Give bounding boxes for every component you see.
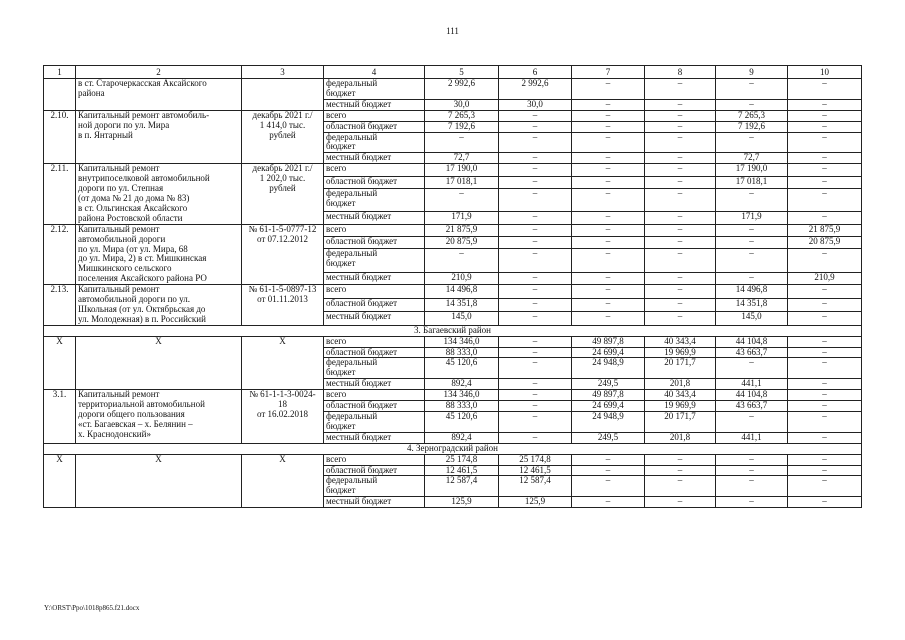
amount-cell: – (645, 188, 716, 211)
amount-cell: – (645, 285, 716, 299)
amount-cell: – (499, 432, 572, 443)
amount-cell: – (788, 379, 862, 390)
amount-cell: – (499, 164, 572, 176)
object-name-cell: X (76, 454, 242, 508)
row-number-cell: X (44, 336, 76, 390)
amount-cell: – (572, 188, 645, 211)
amount-cell: – (788, 212, 862, 224)
estimate-cell: декабрь 2021 г./ 1 202,0 тыс. рублей (242, 164, 324, 224)
amount-cell: – (788, 99, 862, 110)
funding-source-cell: всего (324, 390, 425, 401)
amount-cell: 134 346,0 (425, 390, 499, 401)
amount-cell: – (788, 476, 862, 497)
amount-cell: 145,0 (716, 312, 788, 326)
header-cell: 6 (499, 66, 572, 79)
amount-cell: – (645, 312, 716, 326)
estimate-cell: № 61-1-5-0777-12 от 07.12.2012 (242, 224, 324, 284)
funding-source-cell: областной бюджет (324, 401, 425, 412)
amount-cell: 44 104,8 (716, 390, 788, 401)
amount-cell: – (788, 401, 862, 412)
funding-source-cell: местный бюджет (324, 272, 425, 284)
amount-cell: – (645, 153, 716, 164)
amount-cell: 30,0 (425, 99, 499, 110)
funding-source-cell: федеральный бюджет (324, 476, 425, 497)
amount-cell: 14 351,8 (425, 298, 499, 312)
object-name-cell: Капитальный ремонт внутрипоселковой автомобильной дороги по ул. Степная (от дома № 21 до дома № 83) в ст. Ольгинская Аксайского района Ростовской области (76, 164, 242, 224)
amount-cell: – (788, 347, 862, 358)
funding-source-cell: областной бюджет (324, 347, 425, 358)
header-cell: 2 (76, 66, 242, 79)
amount-cell: – (716, 188, 788, 211)
amount-cell: – (572, 224, 645, 236)
row-number-cell: 3.1. (44, 390, 76, 444)
amount-cell: – (788, 110, 862, 121)
funding-source-cell: местный бюджет (324, 497, 425, 508)
funding-source-cell: местный бюджет (324, 153, 425, 164)
amount-cell: – (572, 497, 645, 508)
amount-cell: – (572, 99, 645, 110)
amount-cell: – (645, 454, 716, 465)
estimate-cell: X (242, 336, 324, 390)
amount-cell: – (572, 249, 645, 272)
amount-cell: – (645, 79, 716, 100)
table-row (44, 454, 862, 465)
object-name-cell: Капитальный ремонт территориальной автомобильной дороги общего пользования «ст. Багаевская – х. Белянин – х. Краснодонский» (76, 390, 242, 444)
funding-source-cell: областной бюджет (324, 121, 425, 132)
funding-source-cell: всего (324, 224, 425, 236)
header-cell: 5 (425, 66, 499, 79)
section-row (44, 443, 862, 454)
amount-cell: – (788, 121, 862, 132)
amount-cell: – (716, 224, 788, 236)
amount-cell: – (788, 249, 862, 272)
amount-cell: 49 897,8 (572, 390, 645, 401)
amount-cell: 171,9 (716, 212, 788, 224)
amount-cell: 2 992,6 (499, 79, 572, 100)
amount-cell: – (499, 153, 572, 164)
funding-source-cell: всего (324, 110, 425, 121)
amount-cell: 24 699,4 (572, 401, 645, 412)
amount-cell: 43 663,7 (716, 401, 788, 412)
amount-cell: – (716, 249, 788, 272)
amount-cell: 88 333,0 (425, 401, 499, 412)
table-row (44, 285, 862, 299)
estimate-cell (242, 79, 324, 111)
amount-cell: 249,5 (572, 379, 645, 390)
amount-cell: 134 346,0 (425, 336, 499, 347)
funding-source-cell: федеральный бюджет (324, 188, 425, 211)
amount-cell: – (572, 164, 645, 176)
amount-cell: – (716, 358, 788, 379)
funding-source-cell: федеральный бюджет (324, 79, 425, 100)
amount-cell: – (499, 336, 572, 347)
amount-cell: – (788, 412, 862, 433)
amount-cell: – (716, 476, 788, 497)
amount-cell: – (645, 497, 716, 508)
amount-cell: 19 969,9 (645, 347, 716, 358)
amount-cell: – (716, 237, 788, 249)
row-number-cell: 2.13. (44, 285, 76, 326)
amount-cell: – (645, 121, 716, 132)
object-name-cell: Капитальный ремонт автомобильной дороги по ул. Мира (от ул. Мира, 68 до ул. Мира, 2) в ст. Мишкинская Мишкинского сельского поселения Аксайского района РО (76, 224, 242, 284)
header-cell: 8 (645, 66, 716, 79)
amount-cell: – (645, 164, 716, 176)
funding-source-cell: областной бюджет (324, 465, 425, 476)
amount-cell: 24 699,4 (572, 347, 645, 358)
row-number-cell: X (44, 454, 76, 508)
amount-cell: 25 174,8 (425, 454, 499, 465)
funding-source-cell: областной бюджет (324, 237, 425, 249)
amount-cell: 210,9 (425, 272, 499, 284)
amount-cell: – (716, 272, 788, 284)
amount-cell: – (572, 121, 645, 132)
amount-cell: 7 192,6 (425, 121, 499, 132)
funding-source-cell: федеральный бюджет (324, 249, 425, 272)
funding-source-cell: местный бюджет (324, 312, 425, 326)
table-row (44, 224, 862, 236)
amount-cell: – (572, 153, 645, 164)
amount-cell: – (425, 132, 499, 153)
row-number-cell: 2.12. (44, 224, 76, 284)
estimate-cell: декабрь 2021 г./ 1 414,0 тыс. рублей (242, 110, 324, 164)
table-row (44, 164, 862, 176)
amount-cell: – (788, 298, 862, 312)
amount-cell: – (572, 132, 645, 153)
amount-cell: – (572, 79, 645, 100)
funding-source-cell: местный бюджет (324, 379, 425, 390)
amount-cell: – (499, 358, 572, 379)
amount-cell: 45 120,6 (425, 358, 499, 379)
amount-cell: 49 897,8 (572, 336, 645, 347)
amount-cell: 125,9 (425, 497, 499, 508)
amount-cell: – (499, 237, 572, 249)
amount-cell: – (499, 176, 572, 188)
amount-cell: 145,0 (425, 312, 499, 326)
section-title: 3. Багаевский район (44, 325, 862, 336)
amount-cell: – (788, 390, 862, 401)
amount-cell: – (425, 249, 499, 272)
estimate-cell: X (242, 454, 324, 508)
amount-cell: 14 496,8 (716, 285, 788, 299)
amount-cell: – (499, 312, 572, 326)
amount-cell: 17 190,0 (425, 164, 499, 176)
header-cell: 4 (324, 66, 425, 79)
object-name-cell: X (76, 336, 242, 390)
amount-cell: – (572, 312, 645, 326)
amount-cell: 14 496,8 (425, 285, 499, 299)
amount-cell: 17 190,0 (716, 164, 788, 176)
amount-cell: 20 171,7 (645, 358, 716, 379)
amount-cell: 201,8 (645, 432, 716, 443)
amount-cell: – (572, 476, 645, 497)
funding-source-cell: всего (324, 164, 425, 176)
table-row (44, 390, 862, 401)
amount-cell: 2 992,6 (425, 79, 499, 100)
amount-cell: – (788, 432, 862, 443)
amount-cell: 72,7 (716, 153, 788, 164)
file-path-footer: Y:\ORST\Ppo\1018p865.f21.docx (44, 604, 140, 612)
amount-cell: – (716, 99, 788, 110)
amount-cell: – (788, 358, 862, 379)
amount-cell: 210,9 (788, 272, 862, 284)
funding-source-cell: всего (324, 285, 425, 299)
amount-cell: – (572, 110, 645, 121)
amount-cell: 24 948,9 (572, 358, 645, 379)
funding-source-cell: всего (324, 454, 425, 465)
amount-cell: – (425, 188, 499, 211)
amount-cell: – (499, 249, 572, 272)
amount-cell: 201,8 (645, 379, 716, 390)
header-cell: 10 (788, 66, 862, 79)
amount-cell: – (788, 497, 862, 508)
funding-source-cell: всего (324, 336, 425, 347)
funding-source-cell: местный бюджет (324, 432, 425, 443)
amount-cell: – (645, 237, 716, 249)
page-number: 111 (446, 26, 459, 36)
object-name-cell: Капитальный ремонт автомобильной дороги по ул. Школьная (от ул. Октябрьская до ул. Молодежная) в п. Российский (76, 285, 242, 326)
amount-cell: – (788, 285, 862, 299)
amount-cell: – (645, 249, 716, 272)
header-row (44, 66, 862, 79)
amount-cell: – (716, 465, 788, 476)
amount-cell: 892,4 (425, 379, 499, 390)
amount-cell: 72,7 (425, 153, 499, 164)
amount-cell: – (572, 212, 645, 224)
amount-cell: – (788, 79, 862, 100)
amount-cell: – (499, 379, 572, 390)
amount-cell: – (645, 224, 716, 236)
amount-cell: – (572, 454, 645, 465)
amount-cell: – (499, 212, 572, 224)
amount-cell: 171,9 (425, 212, 499, 224)
amount-cell: – (645, 298, 716, 312)
amount-cell: – (499, 390, 572, 401)
amount-cell: – (499, 285, 572, 299)
amount-cell: 43 663,7 (716, 347, 788, 358)
amount-cell: 21 875,9 (425, 224, 499, 236)
budget-table (43, 65, 862, 508)
funding-source-cell: федеральный бюджет (324, 132, 425, 153)
amount-cell: – (499, 272, 572, 284)
amount-cell: 7 265,3 (716, 110, 788, 121)
amount-cell: 12 461,5 (499, 465, 572, 476)
amount-cell: 17 018,1 (425, 176, 499, 188)
amount-cell: 20 875,9 (425, 237, 499, 249)
amount-cell: – (788, 153, 862, 164)
amount-cell: – (716, 497, 788, 508)
amount-cell: – (788, 465, 862, 476)
amount-cell: 44 104,8 (716, 336, 788, 347)
amount-cell: – (788, 188, 862, 211)
amount-cell: – (572, 237, 645, 249)
funding-source-cell: местный бюджет (324, 99, 425, 110)
amount-cell: – (645, 99, 716, 110)
row-number-cell (44, 79, 76, 111)
header-cell: 1 (44, 66, 76, 79)
amount-cell: 19 969,9 (645, 401, 716, 412)
funding-source-cell: областной бюджет (324, 298, 425, 312)
amount-cell: – (645, 132, 716, 153)
section-row (44, 325, 862, 336)
amount-cell: – (572, 298, 645, 312)
amount-cell: – (645, 272, 716, 284)
amount-cell: – (572, 465, 645, 476)
amount-cell: 7 192,6 (716, 121, 788, 132)
estimate-cell: № 61-1-5-0897-13 от 01.11.2013 (242, 285, 324, 326)
amount-cell: 24 948,9 (572, 412, 645, 433)
amount-cell: – (499, 224, 572, 236)
amount-cell: – (716, 79, 788, 100)
header-cell: 7 (572, 66, 645, 79)
funding-source-cell: федеральный бюджет (324, 358, 425, 379)
amount-cell: 441,1 (716, 432, 788, 443)
row-number-cell: 2.10. (44, 110, 76, 164)
amount-cell: – (645, 465, 716, 476)
amount-cell: – (645, 110, 716, 121)
amount-cell: – (499, 347, 572, 358)
funding-source-cell: местный бюджет (324, 212, 425, 224)
amount-cell: – (645, 176, 716, 188)
amount-cell: – (645, 212, 716, 224)
amount-cell: – (499, 412, 572, 433)
amount-cell: – (499, 110, 572, 121)
amount-cell: – (788, 336, 862, 347)
amount-cell: – (499, 188, 572, 211)
table-row (44, 110, 862, 121)
amount-cell: 45 120,6 (425, 412, 499, 433)
header-cell: 9 (716, 66, 788, 79)
table-row (44, 336, 862, 347)
amount-cell: 25 174,8 (499, 454, 572, 465)
amount-cell: – (499, 401, 572, 412)
amount-cell: 40 343,4 (645, 390, 716, 401)
amount-cell: – (716, 132, 788, 153)
section-title: 4. Зерноградский район (44, 443, 862, 454)
amount-cell: 21 875,9 (788, 224, 862, 236)
amount-cell: – (572, 285, 645, 299)
amount-cell: 892,4 (425, 432, 499, 443)
amount-cell: 12 587,4 (425, 476, 499, 497)
amount-cell: – (499, 121, 572, 132)
amount-cell: – (716, 454, 788, 465)
amount-cell: 249,5 (572, 432, 645, 443)
amount-cell: 20 171,7 (645, 412, 716, 433)
estimate-cell: № 61-1-1-3-0024- 18 от 16.02.2018 (242, 390, 324, 444)
amount-cell: – (788, 176, 862, 188)
amount-cell: – (788, 132, 862, 153)
amount-cell: – (788, 454, 862, 465)
amount-cell: – (499, 298, 572, 312)
amount-cell: 12 587,4 (499, 476, 572, 497)
amount-cell: 441,1 (716, 379, 788, 390)
amount-cell: – (572, 272, 645, 284)
amount-cell: 12 461,5 (425, 465, 499, 476)
amount-cell: 40 343,4 (645, 336, 716, 347)
amount-cell: 88 333,0 (425, 347, 499, 358)
amount-cell: 30,0 (499, 99, 572, 110)
object-name-cell: в ст. Старочеркасская Аксайского района (76, 79, 242, 111)
amount-cell: 125,9 (499, 497, 572, 508)
amount-cell: – (716, 412, 788, 433)
amount-cell: – (788, 312, 862, 326)
table-row (44, 79, 862, 100)
funding-source-cell: федеральный бюджет (324, 412, 425, 433)
amount-cell: – (499, 132, 572, 153)
funding-source-cell: областной бюджет (324, 176, 425, 188)
amount-cell: 17 018,1 (716, 176, 788, 188)
amount-cell: – (788, 164, 862, 176)
row-number-cell: 2.11. (44, 164, 76, 224)
amount-cell: 20 875,9 (788, 237, 862, 249)
amount-cell: – (572, 176, 645, 188)
amount-cell: 14 351,8 (716, 298, 788, 312)
amount-cell: – (645, 476, 716, 497)
header-cell: 3 (242, 66, 324, 79)
object-name-cell: Капитальный ремонт автомобиль- ной дороги по ул. Мира в п. Янтарный (76, 110, 242, 164)
amount-cell: 7 265,3 (425, 110, 499, 121)
